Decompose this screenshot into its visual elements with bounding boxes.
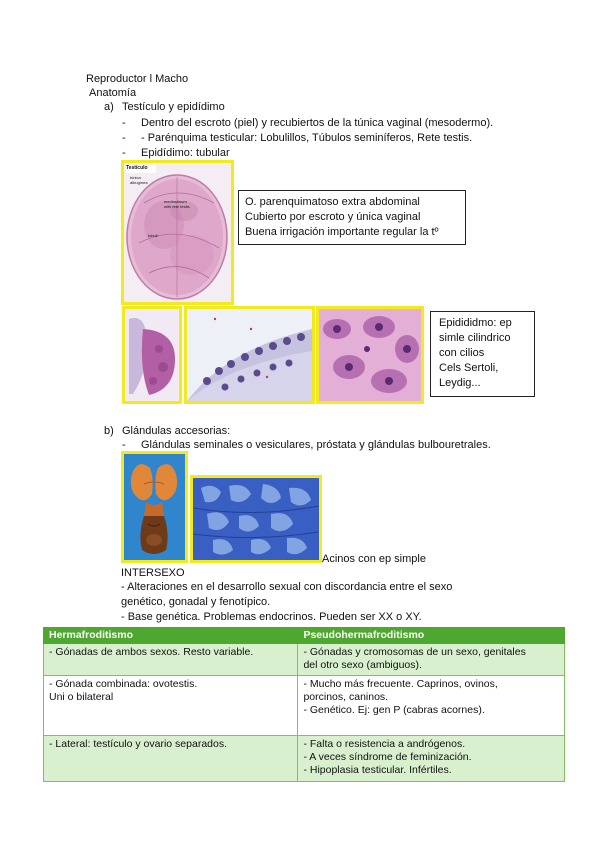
section-b-label: b): [104, 425, 114, 437]
table-cell: [298, 736, 565, 782]
callout-line: Cubierto por escroto y única vaginal: [245, 211, 421, 223]
table-cell-line: porcinos, caninos.: [303, 691, 389, 703]
bullet-dash: -: [122, 147, 126, 159]
table-cell: [44, 644, 298, 676]
bullet-dash: -: [122, 439, 126, 451]
section-a-bullet-2: - Parénquima testicular: Lobulillos, Túbulos seminíferos, Rete testis.: [141, 132, 473, 144]
accessory-glands-histology-image: [190, 475, 322, 563]
table-cell-line: del otro sexo (ambiguos).: [303, 659, 422, 671]
testis-label-main: Testículo: [126, 165, 148, 171]
callout-line: Buena irrigación importante regular la tº: [245, 226, 439, 238]
table-cell: [298, 644, 565, 676]
callout-line: con cilios: [439, 347, 485, 359]
callout-line: Epidididmo: ep: [439, 317, 512, 329]
intersexo-line-3: - Base genética. Problemas endocrinos. Pueden ser XX o XY.: [121, 611, 422, 623]
table-cell-line: - Gónadas de ambos sexos. Resto variable.: [49, 646, 254, 658]
leydig-cells-image: [316, 306, 424, 404]
callout-line: simle cilindrico: [439, 332, 511, 344]
epididymis-epithelium-image: [184, 306, 315, 404]
section-a-label: a): [104, 101, 114, 113]
table-cell: [44, 736, 298, 782]
testis-label-mid1: mediastinum: [164, 199, 187, 204]
table-cell-line: - Genético. Ej: gen P (cabras acornes).: [303, 704, 485, 716]
page-title: Reproductor l Macho: [86, 73, 189, 85]
table-cell: [44, 676, 298, 736]
section-heading: Anatomía: [89, 87, 137, 99]
section-a-bullet-3: Epidídimo: tubular: [141, 147, 230, 159]
bullet-dash: -: [122, 132, 126, 144]
intersexo-line-1: - Alteraciones en el desarrollo sexual con discordancia entre el sexo: [121, 581, 453, 593]
intersexo-title: INTERSEXO: [121, 567, 185, 579]
table-cell-line: - Hipoplasia testicular. Infértiles.: [303, 764, 452, 776]
callout-line: O. parenquimatoso extra abdominal: [245, 196, 420, 208]
callout-line: Cels Sertoli,: [439, 362, 499, 374]
table-cell-line: - Falta o resistencia a andrógenos.: [303, 738, 466, 750]
table-header-hermafroditismo: Hermafroditismo: [44, 628, 298, 644]
epididymis-low-mag-image: [122, 306, 182, 404]
bullet-dash: -: [122, 117, 126, 129]
testis-label-mid2: with rete testis: [164, 204, 190, 209]
table-row: [44, 644, 565, 676]
callout-testis-notes: [238, 190, 466, 245]
section-b-bullet: Glándulas seminales o vesiculares, próstata y glándulas bulbouretrales.: [141, 439, 491, 451]
table-row: [44, 736, 565, 782]
table-cell-line: - A veces síndrome de feminización.: [303, 751, 472, 763]
accessory-glands-gross-image: [121, 451, 188, 563]
table-cell-line: - Gónadas y cromosomas de un sexo, genitales: [303, 646, 526, 658]
callout-line: Leydig...: [439, 377, 481, 389]
section-b-title: Glándulas accesorias:: [122, 425, 231, 437]
testis-label-low: tubuli: [148, 233, 158, 238]
callout-epididymis-notes: [430, 311, 535, 397]
comparison-table: [43, 627, 565, 782]
testis-label-small1: túnica: [130, 175, 141, 180]
intersexo-line-2: genético, gonadal y fenotípico.: [121, 596, 271, 608]
testis-label-small2: albugínea: [130, 180, 148, 185]
table-cell-line: - Mucho más frecuente. Caprinos, ovinos,: [303, 678, 498, 690]
testis-histology-image: [121, 160, 234, 305]
table-row: [44, 676, 565, 736]
table-header-row: [44, 628, 565, 644]
section-a-bullet-1: Dentro del escroto (piel) y recubiertos de la túnica vaginal (mesodermo).: [141, 117, 494, 129]
table-cell-line: - Gónada combinada: ovotestis.: [49, 678, 198, 690]
section-a-title: Testículo y epidídimo: [122, 101, 225, 113]
glands-caption: Acinos con ep simple: [322, 553, 426, 565]
table-cell-line: Uni o bilateral: [49, 691, 114, 703]
table-cell: [298, 676, 565, 736]
table-cell-line: - Lateral: testículo y ovario separados.: [49, 738, 228, 750]
table-header-pseudohermafroditismo: Pseudohermafroditismo: [298, 628, 565, 644]
